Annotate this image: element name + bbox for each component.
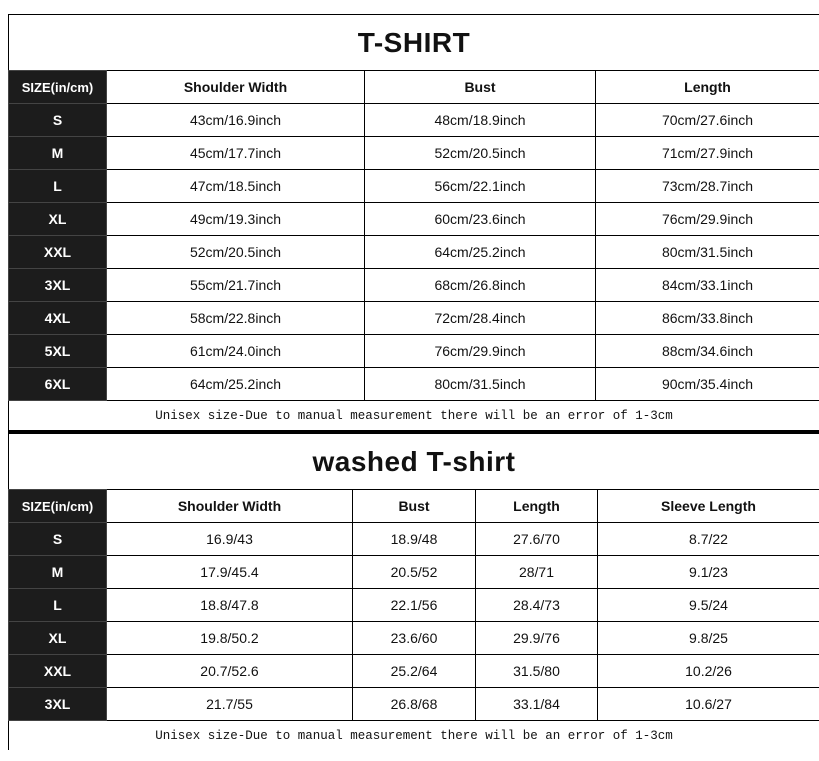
shoulder-width-cell: 18.8/47.8 [107,589,353,622]
bust-cell: 18.9/48 [353,523,476,556]
sleeve-length-cell: 8.7/22 [598,523,819,556]
sleeve-length-cell: 9.1/23 [598,556,819,589]
table-row [9,170,819,203]
shoulder-width-cell: 19.8/50.2 [107,622,353,655]
shoulder-width-cell: 55cm/21.7inch [107,269,365,302]
size-column-header: SIZE(in/cm) [9,71,107,104]
bust-cell: 76cm/29.9inch [365,335,596,368]
bust-cell: 68cm/26.8inch [365,269,596,302]
bust-cell: 23.6/60 [353,622,476,655]
washed-tshirt-size-table [8,489,819,721]
table-row [9,269,819,302]
washed-measurement-note: Unisex size-Due to manual measurement there will be an error of 1-3cm [8,721,819,750]
table-row [9,203,819,236]
bust-cell: 48cm/18.9inch [365,104,596,137]
size-cell: L [9,589,107,622]
length-cell: 86cm/33.8inch [596,302,819,335]
washed-header-row [9,490,819,523]
shoulder-width-cell: 61cm/24.0inch [107,335,365,368]
size-cell: XL [9,622,107,655]
length-cell: 76cm/29.9inch [596,203,819,236]
shoulder-width-cell: 21.7/55 [107,688,353,721]
table-row [9,236,819,269]
length-cell: 31.5/80 [476,655,598,688]
tshirt-title: T-SHIRT [8,14,819,70]
length-cell: 29.9/76 [476,622,598,655]
size-cell: XL [9,203,107,236]
size-cell: S [9,104,107,137]
table-row [9,523,819,556]
length-cell: 28/71 [476,556,598,589]
size-cell: 5XL [9,335,107,368]
size-chart-sheet [8,14,819,750]
table-row [9,302,819,335]
tshirt-size-table [8,70,819,401]
size-cell: 3XL [9,688,107,721]
bust-cell: 60cm/23.6inch [365,203,596,236]
length-cell: 90cm/35.4inch [596,368,819,401]
shoulder-width-cell: 43cm/16.9inch [107,104,365,137]
bust-cell: 56cm/22.1inch [365,170,596,203]
shoulder-width-cell: 47cm/18.5inch [107,170,365,203]
shoulder-width-cell: 16.9/43 [107,523,353,556]
shoulder-width-column-header: Shoulder Width [107,71,365,104]
length-cell: 27.6/70 [476,523,598,556]
bust-cell: 52cm/20.5inch [365,137,596,170]
table-row [9,622,819,655]
size-cell: S [9,523,107,556]
size-cell: 6XL [9,368,107,401]
shoulder-width-column-header: Shoulder Width [107,490,353,523]
bust-cell: 64cm/25.2inch [365,236,596,269]
bust-cell: 72cm/28.4inch [365,302,596,335]
size-cell: M [9,137,107,170]
shoulder-width-cell: 64cm/25.2inch [107,368,365,401]
bust-cell: 25.2/64 [353,655,476,688]
length-cell: 84cm/33.1inch [596,269,819,302]
bust-column-header: Bust [353,490,476,523]
table-row [9,104,819,137]
bust-cell: 26.8/68 [353,688,476,721]
sleeve-length-column-header: Sleeve Length [598,490,819,523]
size-cell: XXL [9,655,107,688]
sleeve-length-cell: 10.6/27 [598,688,819,721]
size-column-header: SIZE(in/cm) [9,490,107,523]
shoulder-width-cell: 20.7/52.6 [107,655,353,688]
table-row [9,556,819,589]
length-cell: 71cm/27.9inch [596,137,819,170]
sleeve-length-cell: 9.5/24 [598,589,819,622]
sleeve-length-cell: 9.8/25 [598,622,819,655]
bust-cell: 20.5/52 [353,556,476,589]
tshirt-header-row [9,71,819,104]
shoulder-width-cell: 52cm/20.5inch [107,236,365,269]
size-cell: XXL [9,236,107,269]
size-cell: 4XL [9,302,107,335]
size-cell: 3XL [9,269,107,302]
shoulder-width-cell: 45cm/17.7inch [107,137,365,170]
length-cell: 80cm/31.5inch [596,236,819,269]
length-cell: 28.4/73 [476,589,598,622]
washed-tshirt-title: washed T-shirt [8,433,819,489]
table-row [9,137,819,170]
size-cell: M [9,556,107,589]
length-column-header: Length [476,490,598,523]
table-row [9,368,819,401]
table-row [9,655,819,688]
table-row [9,688,819,721]
bust-cell: 22.1/56 [353,589,476,622]
length-cell: 88cm/34.6inch [596,335,819,368]
tshirt-measurement-note: Unisex size-Due to manual measurement there will be an error of 1-3cm [8,401,819,430]
length-column-header: Length [596,71,819,104]
shoulder-width-cell: 49cm/19.3inch [107,203,365,236]
shoulder-width-cell: 58cm/22.8inch [107,302,365,335]
bust-cell: 80cm/31.5inch [365,368,596,401]
length-cell: 73cm/28.7inch [596,170,819,203]
size-cell: L [9,170,107,203]
length-cell: 70cm/27.6inch [596,104,819,137]
sleeve-length-cell: 10.2/26 [598,655,819,688]
bust-column-header: Bust [365,71,596,104]
shoulder-width-cell: 17.9/45.4 [107,556,353,589]
table-row [9,589,819,622]
length-cell: 33.1/84 [476,688,598,721]
table-row [9,335,819,368]
